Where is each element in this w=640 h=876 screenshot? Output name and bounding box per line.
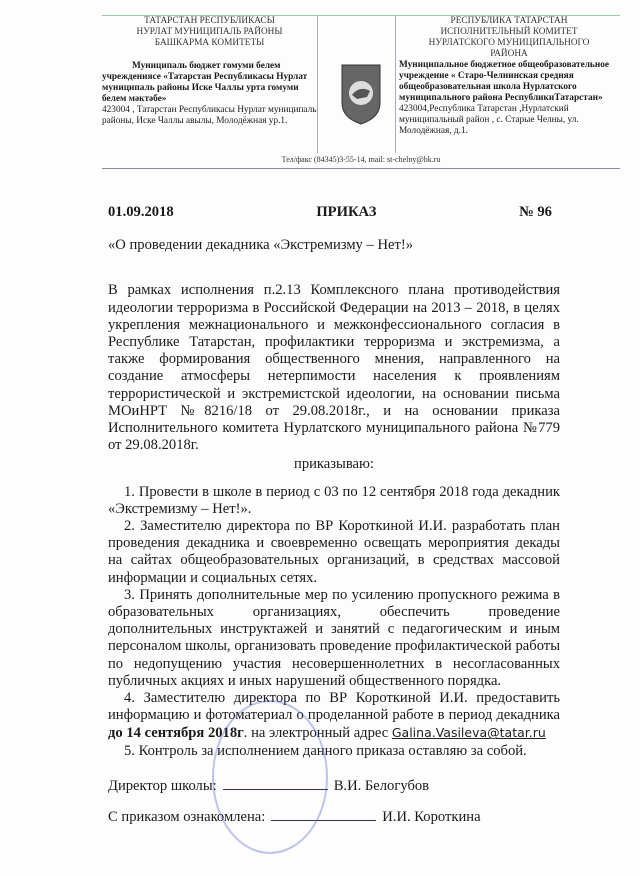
address: 423004,Республика Татарстан ,Нурлатский муниципальный район , с. Старые Челны, ул. Молодёжная, д.1. bbox=[399, 104, 579, 136]
order-item: 5. Контроль за исполнением данного приказа оставляю за собой. bbox=[124, 742, 527, 759]
signer-name: В.И. Белогубов bbox=[333, 777, 430, 794]
order-date: 01.09.2018 bbox=[108, 204, 174, 220]
school-name: Муниципальное бюджетное общеобразовательное учреждение « Старо-Челнинская средняя общеобразовательная школа Нурлатского муниципального района РеспубликиТатарстан» bbox=[399, 60, 609, 103]
org-line: РАЙОНА bbox=[490, 49, 528, 59]
signer-name: И.И. Короткина bbox=[382, 809, 481, 826]
signature-label: Директор школы: bbox=[108, 777, 217, 794]
order-item: 2. Заместителю директора по ВР Короткиной И.И. разработать план проведения декадника и своевременно освещать мероприятия декады на сайтах общеобразовательных организаций, в средствах массовой информации и социальных сетях. bbox=[108, 518, 560, 586]
deadline: до 14 сентября 2018г bbox=[108, 725, 244, 742]
letterhead-russian bbox=[399, 16, 619, 137]
order-title: ПРИКАЗ bbox=[316, 204, 377, 220]
org-line: НУРЛАТ МУНИЦИПАЛЬ РАЙОНЫ bbox=[136, 27, 283, 37]
order-body bbox=[108, 204, 560, 826]
director-signature bbox=[108, 778, 560, 795]
item-text: . на электронный адрес bbox=[243, 725, 392, 742]
order-item: 3. Принять дополнительные мер по усилению пропускного режима в образовательных организациях, обеспечить проведение дополнительных инструктажей и занятий с педагогическим и иным персоналом школы, организовать проведение профилактической работы по недопущению участия несовершеннолетних в несогласованных публичных акциях и иных нарушений общественного порядка. bbox=[108, 586, 560, 689]
org-name bbox=[399, 16, 619, 60]
letterhead-tatar bbox=[102, 16, 318, 153]
org-line: ИСПОЛНИТЕЛЬНЫЙ КОМИТЕТ bbox=[440, 27, 578, 37]
org-line: НУРЛАТСКОГО МУНИЦИПАЛЬНОГО bbox=[428, 38, 590, 48]
email-link[interactable]: Galina.Vasileva@tatar.ru bbox=[391, 725, 546, 741]
org-line: ТАТАРСТАН РЕСПУБЛИКАСЫ bbox=[144, 16, 275, 26]
preamble: В рамках исполнения п.2.13 Комплексного плана противодействия идеологии терроризма в Российской Федерации на 2013 – 2018, в целях укрепления межнационального и межконфессионального согласия в Республике Татарстан, профилактики терроризма и экстремизма, а также формирования общественного мнения, направленного на создание атмосферы нетерпимости населения к проявлениям террористической и экстремистской идеологии, на основании письма МОиНРТ №8216/18 от 29.08.2018г., и на основании приказа Исполнительного комитета Нурлатского муниципального района №779 от 29.08.2018г. bbox=[108, 282, 560, 454]
order-item bbox=[108, 690, 560, 743]
order-subject: «О проведении декадника «Экстремизму – Нет!» bbox=[108, 237, 413, 254]
acknowledgement-signature bbox=[108, 809, 560, 826]
order-item: 1. Провести в школе в период с 03 по 12 сентября 2018 года декадник «Экстремизму – Нет!». bbox=[108, 483, 560, 517]
contacts: Тел/факс (84345)3-55-14, mail: st-chelny@bk.ru bbox=[281, 155, 441, 164]
school-name: Муниципаль бюджет гомуми белем учреждениясе «Татарстан Республикасы Нурлат муниципаль районы Иске Чаллы урта гомуми белем мәктәбе» bbox=[102, 61, 308, 104]
org-line: БАШКАРМА КОМИТЕТЫ bbox=[154, 38, 265, 48]
org-name bbox=[102, 16, 317, 49]
order-number: № 96 bbox=[519, 204, 552, 220]
order-word: приказываю: bbox=[294, 456, 374, 473]
address: 423004 , Татарстан Республикасы Нурлат муниципаль районы, Иске Чаллы авылы, Молодёжная ур.1. bbox=[102, 105, 317, 126]
signature-line bbox=[223, 789, 328, 790]
signature-label: С приказом ознакомлена: bbox=[108, 809, 266, 826]
item-text: 4. Заместителю директора по ВР Короткиной И.И. предоставить информацию и фотоматериал о проделанной работе в период декадника bbox=[108, 690, 560, 724]
coat-of-arms-icon bbox=[340, 63, 382, 125]
letterhead bbox=[102, 15, 620, 169]
title-line bbox=[108, 204, 560, 221]
org-line: РЕСПУБЛИКА ТАТАРСТАН bbox=[450, 16, 568, 26]
emblem-column bbox=[320, 16, 396, 153]
signature-line bbox=[271, 820, 376, 821]
